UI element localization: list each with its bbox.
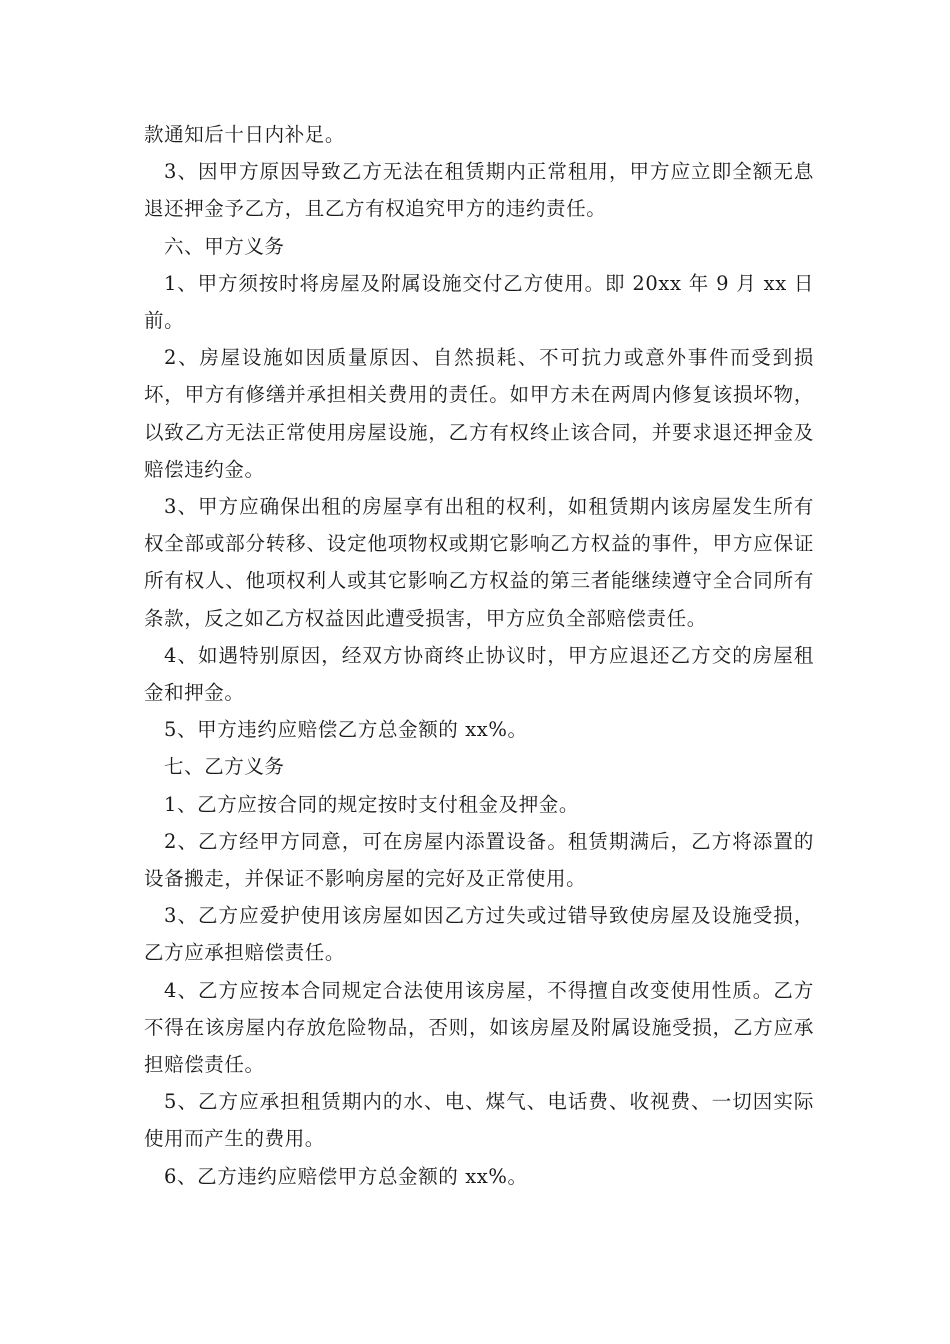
paragraph-clause-6-2: 2、房屋设施如因质量原因、自然损耗、不可抗力或意外事件而受到损坏，甲方有修缮并承担相关费用的责任。如甲方未在两周内修复该损坏物，以致乙方无法正常使用房屋设施，乙方有权终止该合同，并要求退还押金及赔偿违约金。 — [144, 346, 814, 481]
section-heading-landlord-obligations: 六、甲方义务 — [164, 234, 285, 258]
paragraph-clause-5-3: 3、因甲方原因导致乙方无法在租赁期内正常租用，甲方应立即全额无息退还押金予乙方，且乙方有权追究甲方的违约责任。 — [144, 160, 814, 221]
paragraph-clause-7-5: 5、乙方应承担租赁期内的水、电、煤气、电话费、收视费、一切因实际使用而产生的费用。 — [144, 1090, 814, 1151]
paragraph-clause-7-1: 1、乙方应按合同的规定按时支付租金及押金。 — [164, 792, 580, 816]
paragraph-clause-6-3: 3、甲方应确保出租的房屋享有出租的权利，如租赁期内该房屋发生所有权全部或部分转移、设定他项物权或期它影响乙方权益的事件，甲方应保证所有权人、他项权利人或其它影响乙方权益的第三者能继续遵守全合同所有条款，反之如乙方权益因此遭受损害，甲方应负全部赔偿责任。 — [144, 495, 814, 630]
paragraph-clause-7-6: 6、乙方违约应赔偿甲方总金额的 xx%。 — [164, 1164, 528, 1188]
paragraph-clause-6-5: 5、甲方违约应赔偿乙方总金额的 xx%。 — [164, 718, 528, 742]
paragraph-clause-6-4: 4、如遇特别原因，经双方协商终止协议时，甲方应退还乙方交的房屋租金和押金。 — [144, 643, 814, 705]
paragraph-clause-7-4: 4、乙方应按本合同规定合法使用该房屋，不得擅自改变使用性质。乙方不得在该房屋内存放危险物品，否则，如该房屋及附属设施受损，乙方应承担赔偿责任。 — [144, 978, 814, 1077]
document-body — [144, 116, 814, 1195]
paragraph-clause-7-2: 2、乙方经甲方同意，可在房屋内添置设备。租赁期满后，乙方将添置的设备搬走，并保证不影响房屋的完好及正常使用。 — [144, 829, 814, 891]
section-heading-tenant-obligations: 七、乙方义务 — [164, 755, 285, 779]
paragraph-clause-6-1: 1、甲方须按时将房屋及附属设施交付乙方使用。即 20xx 年 9 月 xx 日前。 — [144, 271, 814, 333]
paragraph-deposit-topup: 款通知后十日内补足。 — [144, 123, 346, 146]
paragraph-clause-7-3: 3、乙方应爱护使用该房屋如因乙方过失或过错导致使房屋及设施受损，乙方应承担赔偿责任。 — [144, 904, 814, 965]
